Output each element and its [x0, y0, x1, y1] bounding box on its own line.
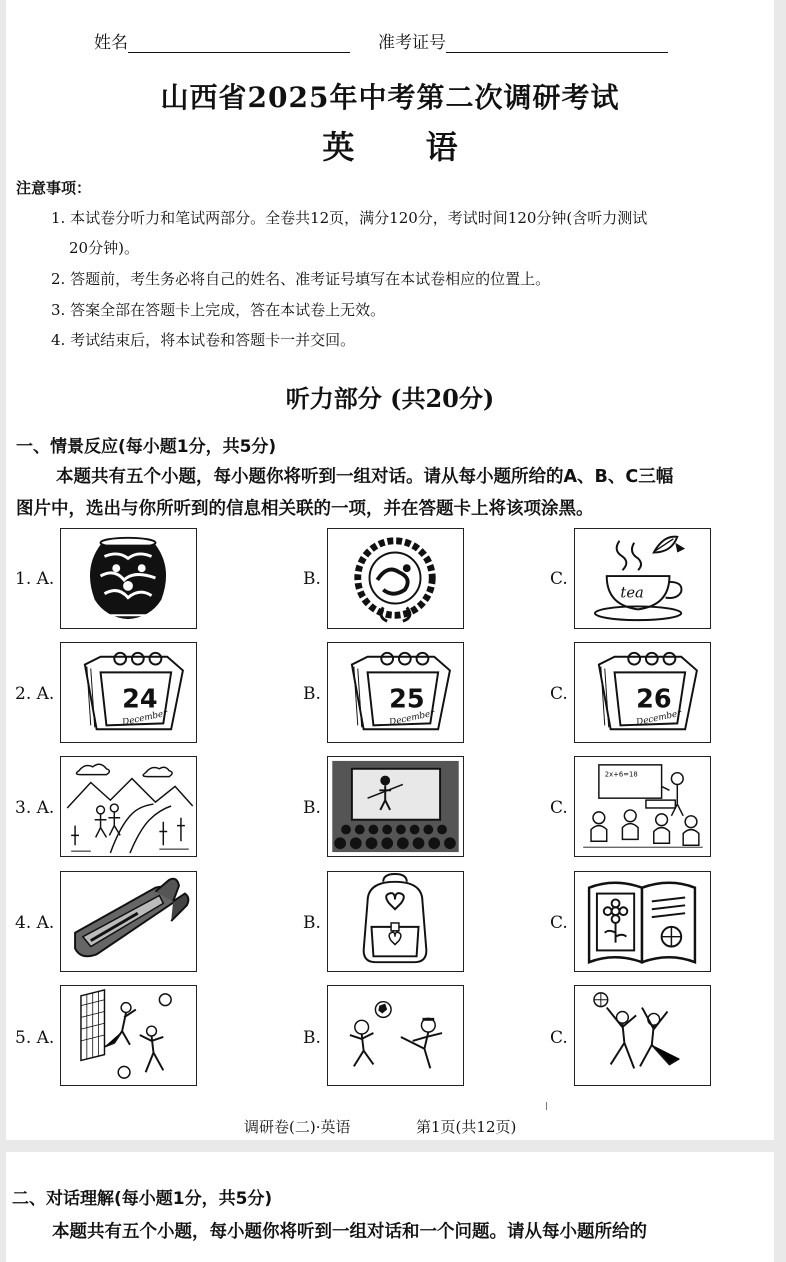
notes-heading: 注意事项：: [16, 179, 92, 197]
question-5-label-b: B.: [303, 1028, 321, 1048]
note-item: 1. 本试卷分听力和笔试两部分。全卷共12页，满分120分，考试时间120分钟(含听力测试: [51, 209, 648, 227]
tea-label: tea: [620, 584, 644, 602]
calendar-icon: [575, 643, 710, 742]
question-5-label-a: 5. A.: [15, 1028, 55, 1048]
footer-paper: 调研卷(二)·英语: [244, 1118, 351, 1136]
soccer-image: [327, 985, 464, 1086]
calendar-month: December: [388, 708, 436, 728]
blackboard-text: 2x+6=18: [604, 770, 638, 779]
subject-title: 英 语: [322, 128, 488, 166]
classroom-icon: [575, 757, 710, 856]
calendar-month: December: [635, 708, 683, 728]
question-4-label-b: B.: [303, 913, 321, 933]
listening-section-title: 听力部分 (共20分): [285, 384, 495, 413]
question-1-label-c: C.: [550, 569, 568, 589]
basketball-icon: [575, 986, 710, 1085]
exam-id-blank: [446, 34, 668, 53]
part1-instruction: 图片中，选出与你所听到的信息相关联的一项，并在答题卡上将该项涂黑。: [16, 499, 594, 519]
part2-instruction: 本题共有五个小题，每小题你将听到一组对话和一个问题。请从每小题所给的: [52, 1222, 647, 1242]
part2-heading: 二、对话理解(每小题1分，共5分): [12, 1189, 273, 1209]
soccer-icon: [328, 986, 463, 1085]
question-1-label-a: 1. A.: [15, 569, 55, 589]
tea-cup-icon: [575, 529, 710, 628]
calendar-icon: [61, 643, 196, 742]
note-item: 3. 答案全部在答题卡上完成，答在本试卷上无效。: [51, 301, 386, 319]
volleyball-icon: [61, 986, 196, 1085]
exam-title: 山西省2025年中考第二次调研考试: [160, 81, 620, 114]
basketball-image: [574, 985, 711, 1086]
hiking-image: [60, 756, 197, 857]
calendar-26-image: [574, 642, 711, 743]
scan-mark: [546, 1102, 547, 1110]
question-4-label-a: 4. A.: [15, 913, 55, 933]
backpack-image: [327, 871, 464, 972]
calendar-icon: [328, 643, 463, 742]
theater-icon: [328, 757, 463, 856]
hiking-icon: [61, 757, 196, 856]
question-4-label-c: C.: [550, 913, 568, 933]
calendar-date: 25: [389, 684, 425, 715]
ceramic-jar-icon: [61, 529, 196, 628]
question-3-label-a: 3. A.: [15, 798, 55, 818]
exam-page-1: [6, 0, 774, 1140]
exam-page-2: [6, 1152, 774, 1262]
note-item: 4. 考试结束后，将本试卷和答题卡一并交回。: [51, 331, 356, 349]
footer-page-number: 第1页(共12页): [416, 1118, 517, 1136]
question-2-label-b: B.: [303, 684, 321, 704]
exam-id-field: [378, 28, 668, 53]
calendar-25-image: [327, 642, 464, 743]
question-2-label-c: C.: [550, 684, 568, 704]
book-icon: [575, 872, 710, 971]
theater-image: [327, 756, 464, 857]
calendar-date: 24: [122, 684, 158, 715]
calendar-date: 26: [636, 684, 672, 715]
book-image: [574, 871, 711, 972]
classroom-image: [574, 756, 711, 857]
pencil-case-image: [60, 871, 197, 972]
name-field: [94, 28, 350, 53]
question-3-label-c: C.: [550, 798, 568, 818]
calendar-month: December: [121, 708, 169, 728]
question-2-label-a: 2. A.: [15, 684, 55, 704]
name-label: 姓名: [94, 33, 128, 53]
tea-cup-image: [574, 528, 711, 629]
volleyball-image: [60, 985, 197, 1086]
paper-cut-icon: [328, 529, 463, 628]
question-3-label-b: B.: [303, 798, 321, 818]
note-item: 20分钟)。: [69, 239, 139, 257]
paper-cut-image: [327, 528, 464, 629]
ceramic-jar-image: [60, 528, 197, 629]
pencil-case-icon: [61, 872, 196, 971]
question-1-label-b: B.: [303, 569, 321, 589]
question-5-label-c: C.: [550, 1028, 568, 1048]
part1-instruction: 本题共有五个小题，每小题你将听到一组对话。请从每小题所给的A、B、C三幅: [56, 467, 674, 487]
name-blank: [128, 34, 350, 53]
exam-id-label: 准考证号: [378, 33, 446, 53]
calendar-24-image: [60, 642, 197, 743]
note-item: 2. 答题前，考生务必将自己的姓名、准考证号填写在本试卷相应的位置上。: [51, 270, 551, 288]
backpack-icon: [328, 872, 463, 971]
part1-heading: 一、情景反应(每小题1分，共5分): [16, 437, 277, 457]
